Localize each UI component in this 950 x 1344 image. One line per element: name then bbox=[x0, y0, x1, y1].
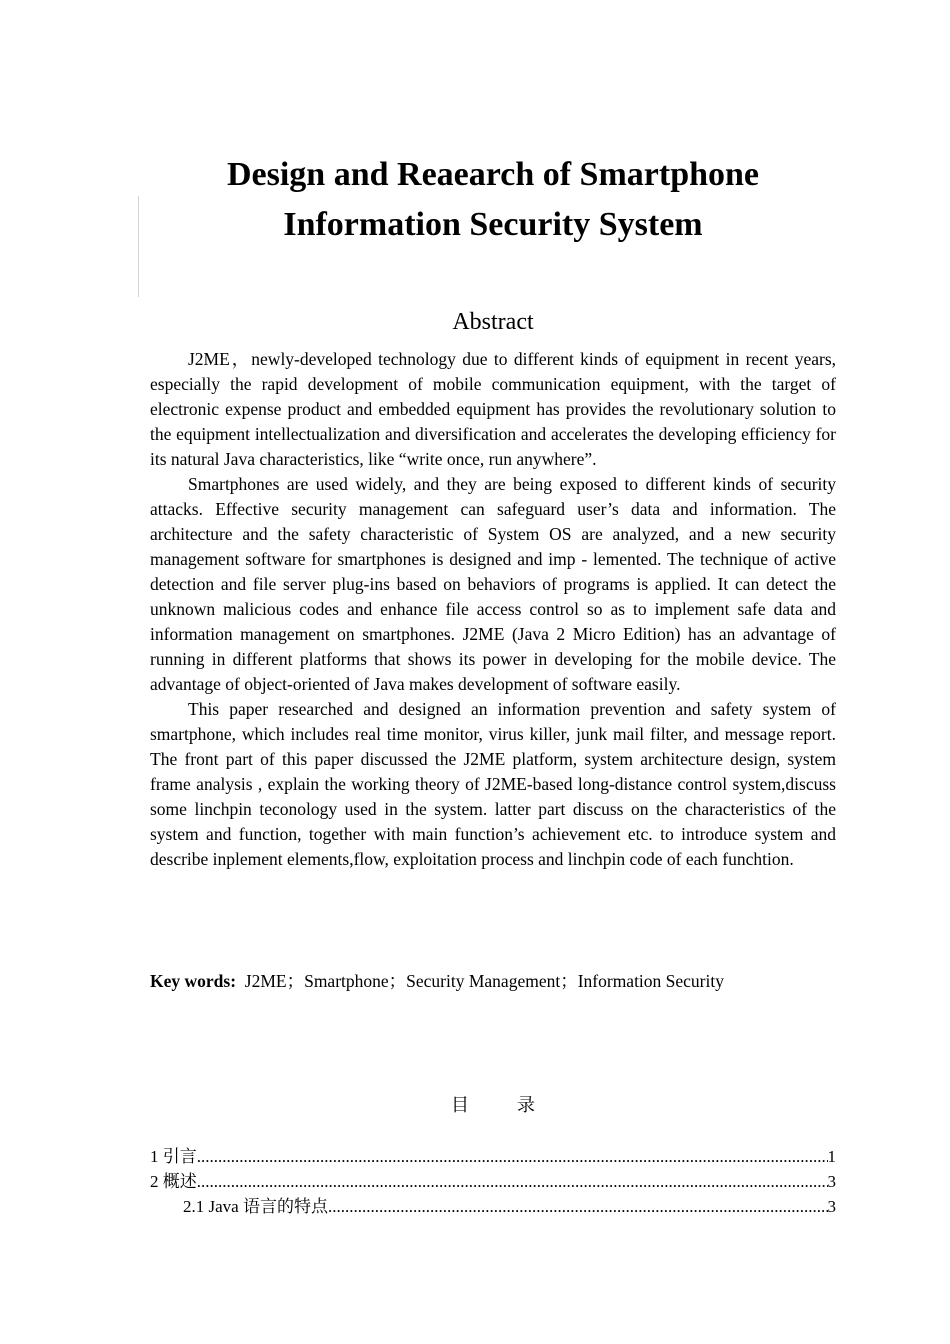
toc-dot-leader bbox=[328, 1194, 828, 1219]
abstract-body bbox=[150, 347, 836, 872]
toc-entry-page: 1 bbox=[827, 1147, 836, 1166]
toc-entry[interactable] bbox=[150, 1169, 836, 1194]
keywords-value: J2ME；Smartphone；Security Management；Information Security bbox=[244, 971, 724, 991]
toc-entry-page: 3 bbox=[827, 1172, 836, 1191]
toc-entry-page: 3 bbox=[827, 1197, 836, 1216]
title-line-2: Information Security System bbox=[283, 206, 703, 243]
toc-entry-label: 2 概述 bbox=[150, 1172, 197, 1191]
keywords-label: Key words: bbox=[150, 971, 237, 991]
toc-entry[interactable] bbox=[150, 1194, 836, 1219]
title-line-1: Design and Reaearch of Smartphone bbox=[226, 156, 760, 193]
keywords bbox=[150, 969, 836, 994]
abstract-paragraph: Smartphones are used widely, and they are being exposed to different kinds of security attacks. Effective security management can safeguard user’s data and information. The architecture and the safety characteristic of System OS are analyzed, and a new security management software for smartphones is designed and imp - lemented. The technique of active detection and file server plug-ins based on behaviors of programs is applied. It can detect the unknown malicious codes and enhance file access control so as to implement safe data and information management on smartphones. J2ME (Java 2 Micro Edition) has an advantage of running in different platforms that shows its power in developing for the mobile device. The advantage of object-oriented of Java makes development of software easily. bbox=[150, 474, 836, 694]
toc-heading: 目录 bbox=[451, 1095, 583, 1116]
toc-entry[interactable] bbox=[150, 1144, 836, 1169]
abstract-heading: Abstract bbox=[452, 309, 534, 335]
toc-entry-label: 1 引言 bbox=[150, 1147, 197, 1166]
document-title bbox=[150, 150, 836, 250]
abstract-paragraph: This paper researched and designed an information prevention and safety system of smartphone, which includes real time monitor, virus killer, junk mail filter, and message report. The front part of this paper discussed the J2ME platform, system architecture design, system frame analysis , explain the working theory of J2ME-based long-distance control system,discuss some linchpin teconology used in the system. latter part discuss on the characteristics of the system and function, together with main function’s achievement etc. to introduce system and describe inplement elements,flow, exploitation process and linchpin code of each funchtion. bbox=[150, 699, 836, 869]
margin-rule bbox=[138, 196, 139, 297]
toc-dot-leader bbox=[197, 1169, 828, 1194]
toc-entry-label: 2.1 Java 语言的特点 bbox=[183, 1197, 328, 1216]
toc-dot-leader bbox=[197, 1144, 828, 1169]
abstract-paragraph: J2ME，newly-developed technology due to different kinds of equipment in recent years, especially the rapid development of mobile communication equipment, with the target of electronic expense product and embedded equipment has provides the revolutionary solution to the equipment intellectualization and diversification and accelerates the developing efficiency for its natural Java characteristics, like “write once, run anywhere”. bbox=[150, 349, 836, 469]
table-of-contents bbox=[150, 1144, 836, 1219]
